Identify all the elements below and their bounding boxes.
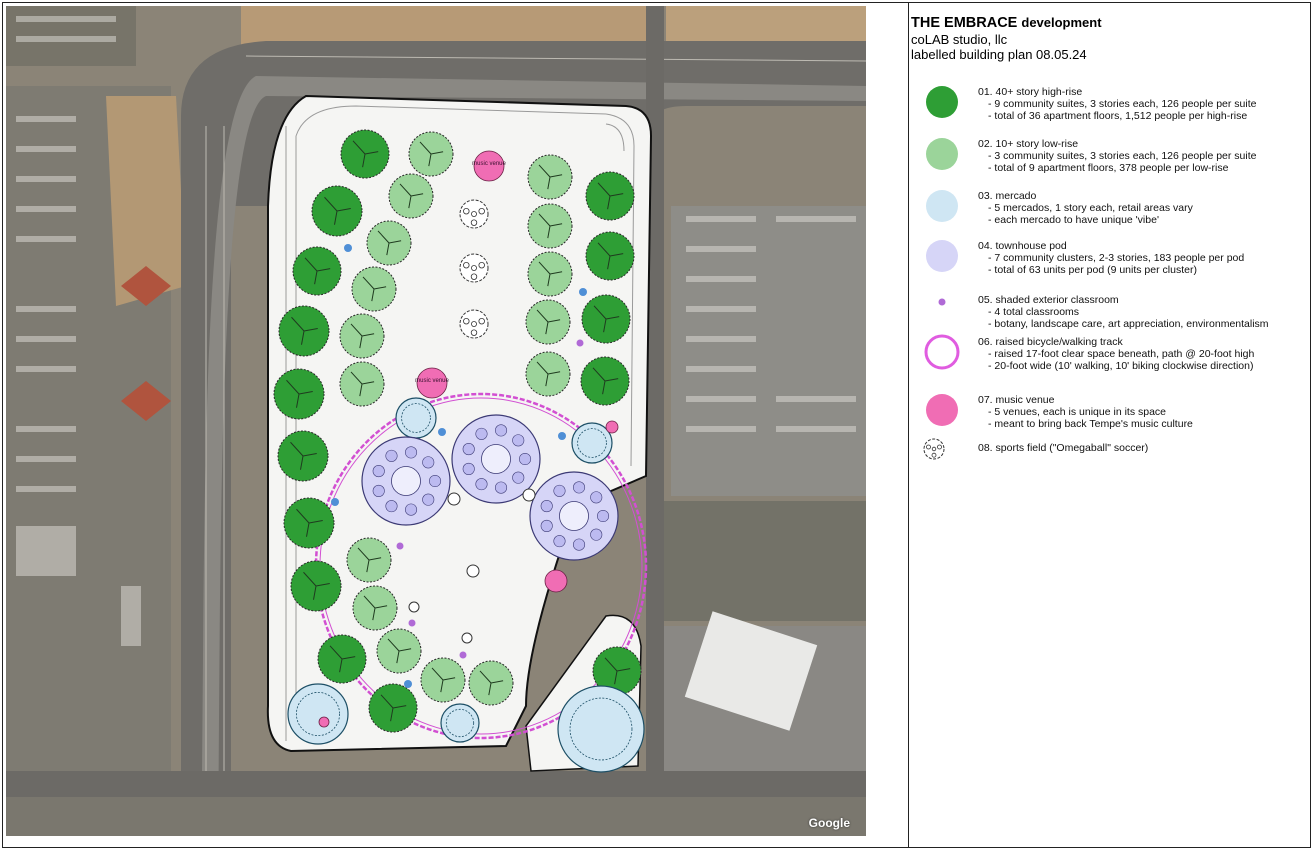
neighborhood-southeast bbox=[661, 501, 866, 621]
townhouse-unit bbox=[386, 450, 397, 461]
legend-heading: 06. raised bicycle/walking track bbox=[978, 336, 1123, 348]
mercado-kiosk bbox=[331, 498, 339, 506]
legend-detail: - 5 mercados, 1 story each, retail areas vary bbox=[988, 202, 1193, 214]
townhouse-unit bbox=[573, 482, 584, 493]
townhouse-unit bbox=[591, 492, 602, 503]
legend-detail: - 4 total classrooms bbox=[988, 306, 1080, 318]
mercado-kiosk bbox=[344, 244, 352, 252]
townhouse-unit bbox=[554, 535, 565, 546]
legend-detail: - raised 17-foot clear space beneath, path @ 20-foot high bbox=[988, 348, 1255, 360]
sports-field bbox=[460, 310, 488, 338]
legend-heading: 01. 40+ story high-rise bbox=[978, 86, 1083, 98]
light-green-circle bbox=[922, 136, 962, 176]
mercado-kiosk bbox=[579, 288, 587, 296]
mercado-kiosk bbox=[558, 432, 566, 440]
site-plan-svg bbox=[6, 6, 866, 836]
path-node bbox=[467, 565, 479, 577]
townhouse-unit bbox=[541, 520, 552, 531]
path-node bbox=[448, 493, 460, 505]
legend-detail: - 7 community clusters, 2-3 stories, 183 people per pod bbox=[988, 252, 1245, 264]
path-node bbox=[523, 489, 535, 501]
townhouse-unit bbox=[573, 539, 584, 550]
townhouse-unit bbox=[597, 510, 608, 521]
townhouse-unit bbox=[373, 465, 384, 476]
townhouse-unit bbox=[423, 494, 434, 505]
sports-field bbox=[460, 200, 488, 228]
townhouse-unit bbox=[495, 425, 506, 436]
mercado-kiosk bbox=[438, 428, 446, 436]
shaded-classroom bbox=[577, 340, 584, 347]
townhouse-unit bbox=[405, 504, 416, 515]
path-node bbox=[462, 633, 472, 643]
shaded-classroom bbox=[397, 543, 404, 550]
magenta-ring bbox=[922, 334, 962, 374]
mercado bbox=[558, 686, 644, 772]
legend-detail: - total of 36 apartment floors, 1,512 people per high-rise bbox=[988, 110, 1248, 122]
townhouse-unit bbox=[591, 529, 602, 540]
plan-title-rest: development bbox=[1021, 15, 1102, 30]
sports-field bbox=[460, 254, 488, 282]
music-venue bbox=[319, 717, 329, 727]
path-node bbox=[409, 602, 419, 612]
site-plan-map[interactable] bbox=[6, 6, 866, 836]
music-venue-label: music venue bbox=[472, 161, 506, 167]
townhouse-unit bbox=[476, 478, 487, 489]
townhouse-unit bbox=[476, 428, 487, 439]
legend-detail: - 9 community suites, 3 stories each, 126 people per suite bbox=[988, 98, 1257, 110]
townhouse-unit bbox=[554, 485, 565, 496]
legend-heading: 04. townhouse pod bbox=[978, 240, 1067, 252]
townhouse-unit bbox=[463, 443, 474, 454]
legend-heading: 02. 10+ story low-rise bbox=[978, 138, 1079, 150]
legend-detail: - botany, landscape care, art appreciation, environmentalism bbox=[988, 318, 1269, 330]
legend-detail: - total of 63 units per pod (9 units per cluster) bbox=[988, 264, 1197, 276]
mercado-kiosk bbox=[404, 680, 412, 688]
music-venue bbox=[545, 570, 567, 592]
townhouse-unit bbox=[373, 485, 384, 496]
legend-detail: - meant to bring back Tempe's music culture bbox=[988, 418, 1193, 430]
townhouse-court bbox=[481, 444, 510, 473]
sports-field-icon bbox=[922, 437, 946, 461]
shaded-classroom bbox=[460, 652, 467, 659]
neighborhood-south bbox=[6, 797, 866, 836]
townhouse-unit bbox=[513, 435, 524, 446]
legend-detail: - total of 9 apartment floors, 378 people per low-rise bbox=[988, 162, 1229, 174]
townhouse-unit bbox=[429, 475, 440, 486]
map-attribution: Google bbox=[808, 816, 850, 830]
legend-detail: - 3 community suites, 3 stories each, 126 people per suite bbox=[988, 150, 1257, 162]
legend-detail: - 20-foot wide (10' walking, 10' biking clockwise direction) bbox=[988, 360, 1254, 372]
plan-label: labelled building plan 08.05.24 bbox=[911, 47, 1087, 62]
townhouse-unit bbox=[386, 500, 397, 511]
legend-heading: 08. sports field ("Omegaball" soccer) bbox=[978, 442, 1149, 454]
townhouse-unit bbox=[513, 472, 524, 483]
townhouse-unit bbox=[519, 453, 530, 464]
purple-dot bbox=[922, 292, 962, 332]
lavender-circle bbox=[922, 238, 962, 278]
legend-heading: 07. music venue bbox=[978, 394, 1055, 406]
music-venue-label: music venue bbox=[415, 378, 449, 384]
mercado bbox=[288, 684, 348, 744]
light-blue-circle bbox=[922, 188, 962, 228]
road-south bbox=[6, 771, 866, 797]
plan-title bbox=[911, 15, 1102, 31]
legend-heading: 03. mercado bbox=[978, 190, 1037, 202]
dark-green-circle bbox=[922, 84, 962, 124]
panel-divider bbox=[908, 2, 909, 848]
legend-detail: - 5 venues, each is unique in its space bbox=[988, 406, 1167, 418]
music-venue bbox=[606, 421, 618, 433]
townhouse-court bbox=[559, 501, 588, 530]
townhouse-unit bbox=[405, 447, 416, 458]
plan-title-strong: THE EMBRACE bbox=[911, 15, 1018, 31]
company-name: coLAB studio, llc bbox=[911, 32, 1008, 47]
pink-circle bbox=[922, 392, 962, 432]
legend-heading: 05. shaded exterior classroom bbox=[978, 294, 1119, 306]
townhouse-unit bbox=[423, 457, 434, 468]
townhouse-unit bbox=[463, 463, 474, 474]
sports-field bbox=[924, 439, 944, 459]
townhouse-unit bbox=[541, 500, 552, 511]
legend-detail: - each mercado to have unique 'vibe' bbox=[988, 214, 1159, 226]
townhouse-unit bbox=[495, 482, 506, 493]
dirt-lot-northeast bbox=[666, 6, 866, 46]
legend-panel bbox=[910, 6, 1310, 836]
townhouse-court bbox=[391, 466, 420, 495]
shaded-classroom bbox=[409, 620, 416, 627]
